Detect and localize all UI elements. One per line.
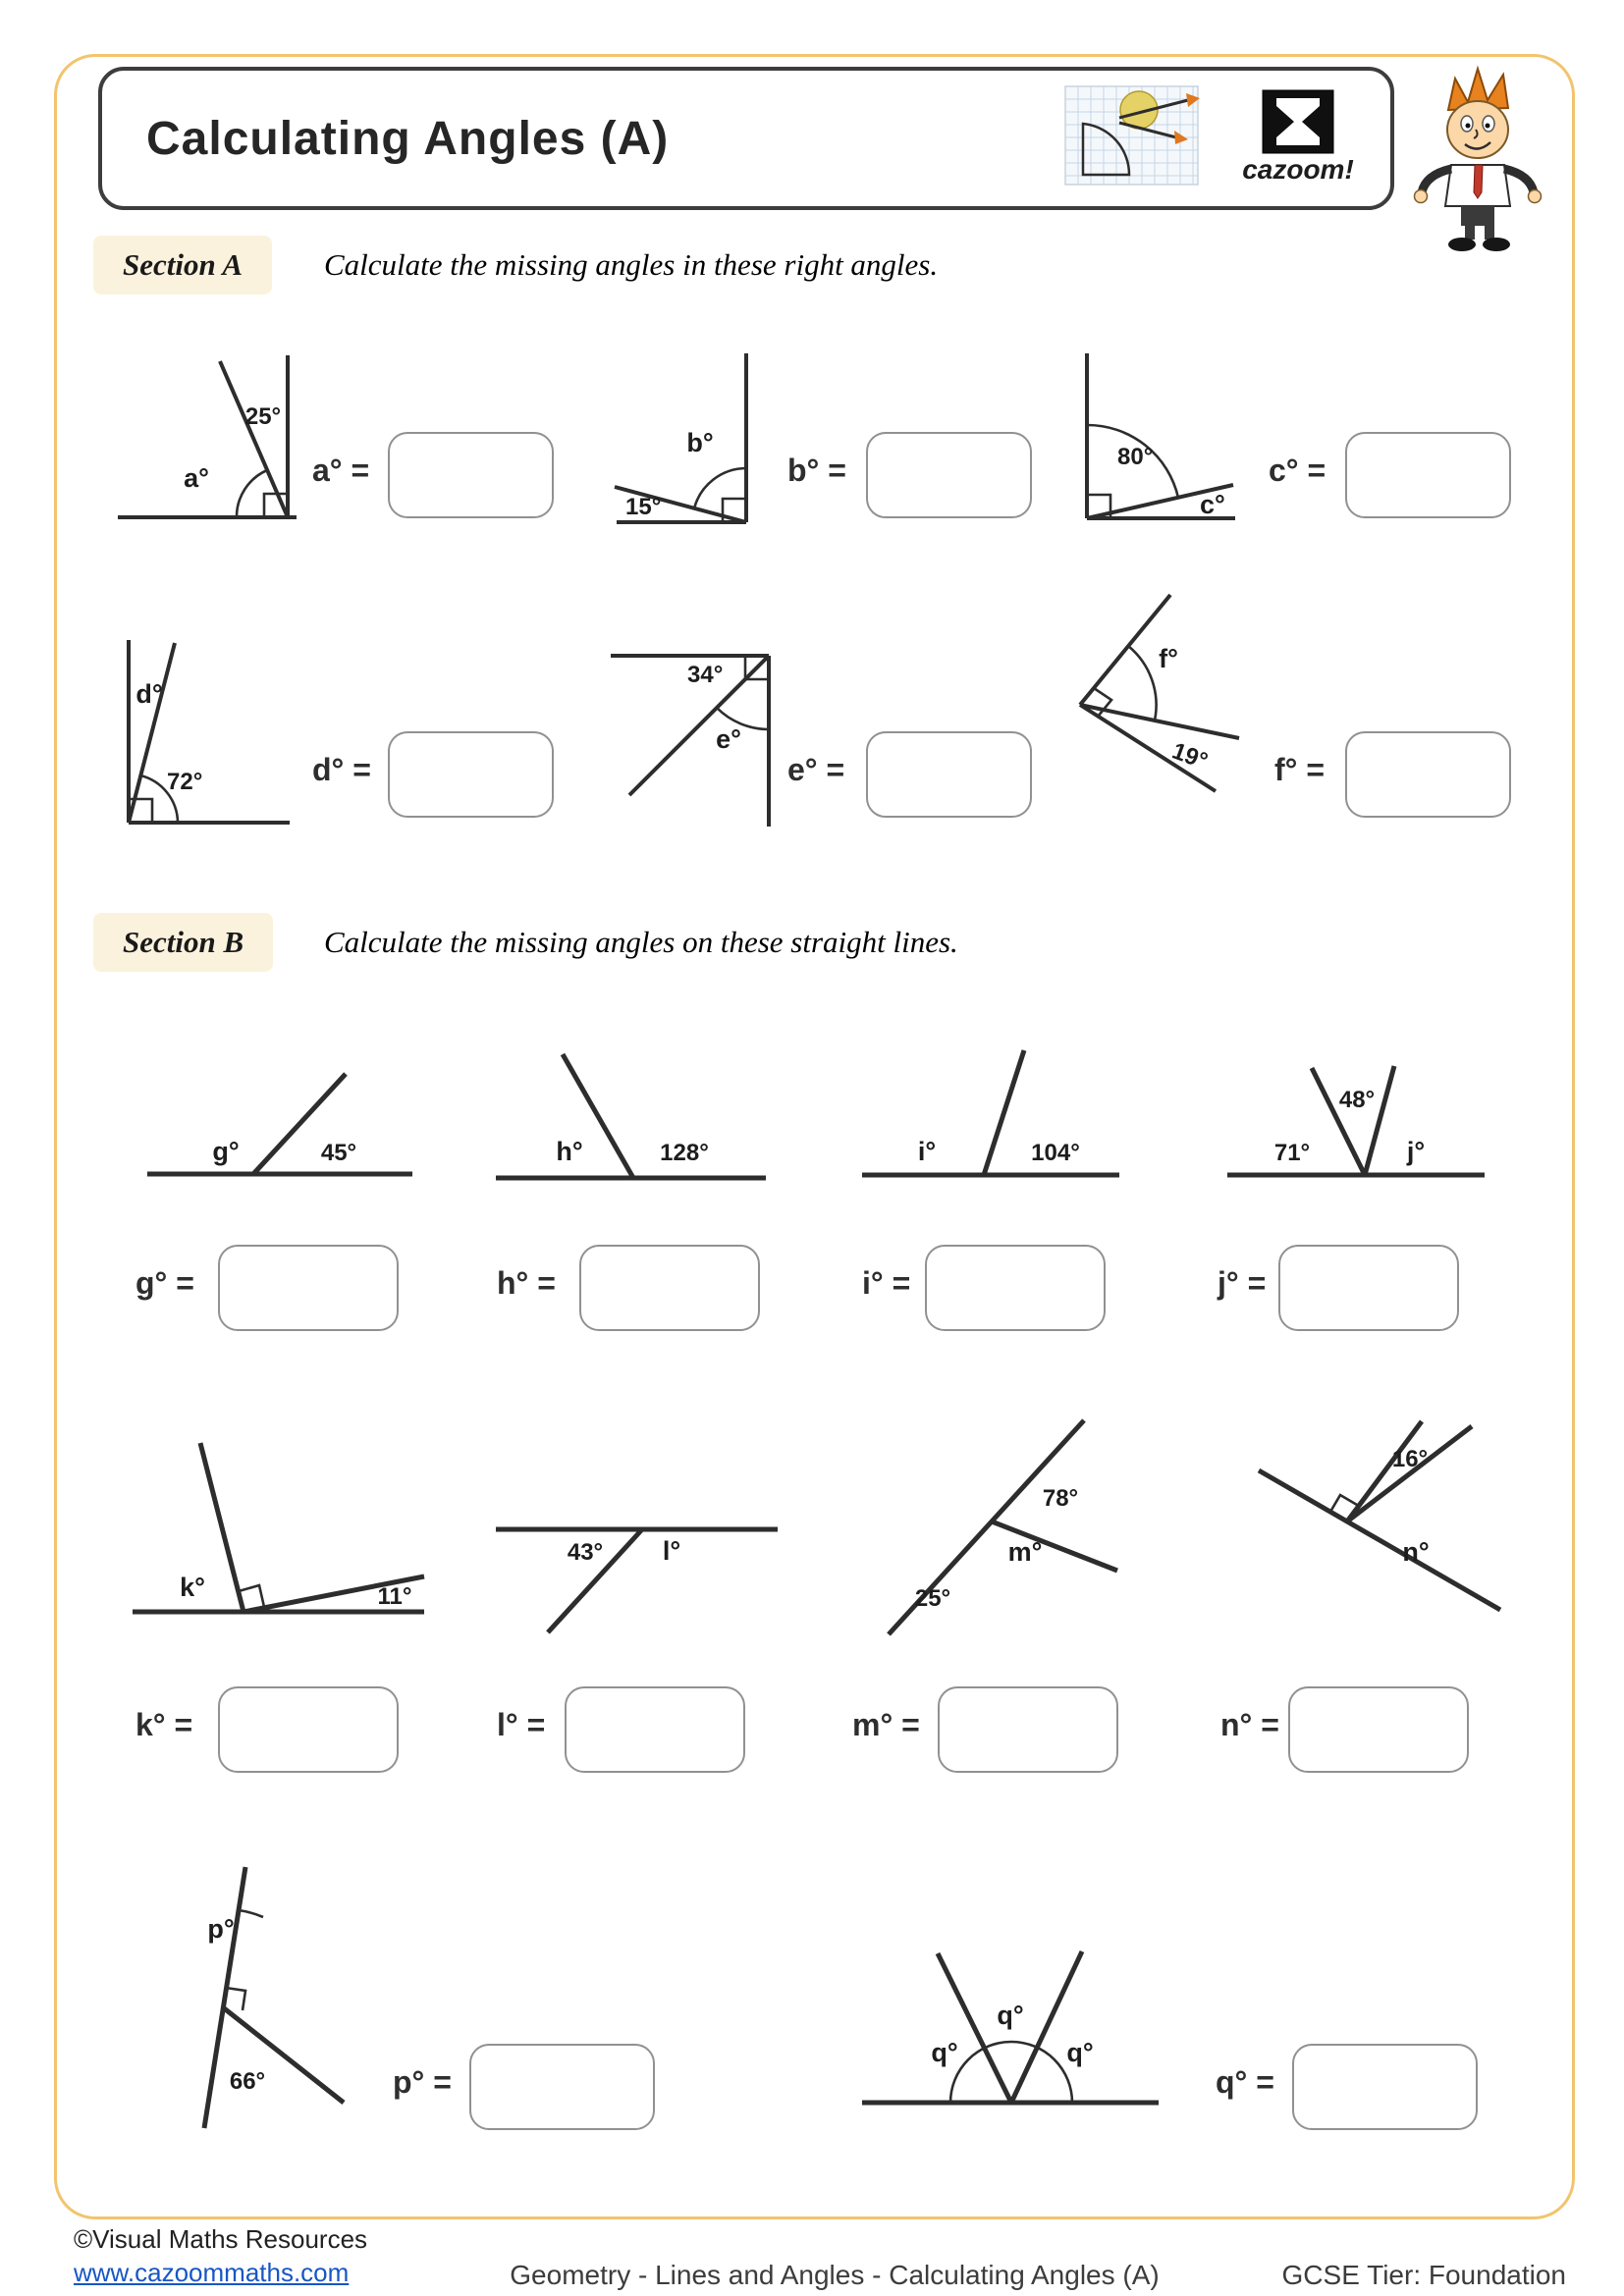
answer-box-n[interactable] <box>1288 1686 1469 1773</box>
answer-label-m: m° = <box>852 1707 920 1742</box>
given-angle-label: 25° <box>244 403 282 430</box>
given-angle-label: 78° <box>1042 1485 1079 1512</box>
answer-label-i: i° = <box>862 1265 911 1301</box>
unknown-angle-label: k° <box>180 1573 205 1602</box>
answer-label-d: d° = <box>312 752 371 787</box>
unknown-angle-label: q° <box>931 2038 958 2067</box>
section-b-instruction: Calculate the missing angles on these straight lines. <box>324 925 958 959</box>
given-angle-label: 43° <box>567 1539 604 1566</box>
answer-label-q: q° = <box>1216 2064 1274 2100</box>
answer-label-p: p° = <box>393 2064 452 2100</box>
given-angle-label: 48° <box>1338 1087 1376 1113</box>
given-angle-label: 11° <box>377 1583 412 1610</box>
page-title: Calculating Angles (A) <box>146 112 670 165</box>
answer-label-a: a° = <box>312 453 370 488</box>
answer-label-c: c° = <box>1269 453 1326 488</box>
unknown-angle-label: e° <box>716 724 741 754</box>
unknown-angle-label: q° <box>1066 2038 1094 2067</box>
unknown-angle-label: a° <box>184 463 209 493</box>
unknown-angle-label: h° <box>556 1137 583 1166</box>
answer-label-n: n° = <box>1220 1707 1279 1742</box>
section-b-label: Section B <box>93 913 273 972</box>
given-angle-label: 71° <box>1273 1140 1311 1166</box>
footer-copyright: ©Visual Maths Resources <box>74 2224 368 2254</box>
given-angle-label: 25° <box>914 1585 951 1612</box>
answer-box-a[interactable] <box>388 432 554 518</box>
given-angle-label: 72° <box>167 769 203 795</box>
answer-box-k[interactable] <box>218 1686 399 1773</box>
answer-label-j: j° = <box>1218 1265 1267 1301</box>
unknown-angle-label: m° <box>1007 1537 1043 1567</box>
answer-label-h: h° = <box>497 1265 556 1301</box>
section-a-instruction: Calculate the missing angles in these right angles. <box>324 247 939 282</box>
unknown-angle-label: q° <box>997 2001 1024 2030</box>
answer-box-h[interactable] <box>579 1245 760 1331</box>
cazoom-logo-text: cazoom! <box>1242 154 1354 185</box>
unknown-angle-label: i° <box>917 1137 937 1166</box>
unknown-angle-label: j° <box>1406 1137 1426 1166</box>
given-angle-label: 45° <box>320 1140 357 1166</box>
footer-breadcrumb: Geometry - Lines and Angles - Calculating Angles (A) <box>510 2260 1160 2290</box>
given-angle-label: 16° <box>1391 1446 1429 1472</box>
given-angle-label: 15° <box>625 494 662 520</box>
given-angle-label: 128° <box>660 1140 709 1166</box>
answer-box-e[interactable] <box>866 731 1032 818</box>
unknown-angle-label: l° <box>662 1536 681 1566</box>
footer-tier: GCSE Tier: Foundation <box>1281 2260 1566 2290</box>
answer-box-d[interactable] <box>388 731 554 818</box>
answer-box-l[interactable] <box>565 1686 745 1773</box>
answer-box-b[interactable] <box>866 432 1032 518</box>
given-angle-label: 66° <box>229 2068 266 2095</box>
unknown-angle-label: b° <box>686 428 714 457</box>
unknown-angle-label: f° <box>1159 644 1178 673</box>
answer-label-e: e° = <box>787 752 845 787</box>
footer-website-link[interactable]: www.cazoommaths.com <box>74 2258 350 2287</box>
answer-label-k: k° = <box>135 1707 193 1742</box>
answer-box-i[interactable] <box>925 1245 1106 1331</box>
unknown-angle-label: d° <box>135 679 163 709</box>
answer-label-f: f° = <box>1274 752 1326 787</box>
unknown-angle-label: c° <box>1200 490 1225 519</box>
answer-box-p[interactable] <box>469 2044 655 2130</box>
given-angle-label: 104° <box>1031 1140 1080 1166</box>
given-angle-label: 34° <box>687 662 724 688</box>
answer-box-g[interactable] <box>218 1245 399 1331</box>
page-border <box>54 54 1575 2219</box>
answer-box-m[interactable] <box>938 1686 1118 1773</box>
section-a-label: Section A <box>93 236 272 294</box>
answer-box-q[interactable] <box>1292 2044 1478 2130</box>
answer-label-g: g° = <box>135 1265 194 1301</box>
answer-label-l: l° = <box>497 1707 546 1742</box>
answer-box-f[interactable] <box>1345 731 1511 818</box>
unknown-angle-label: p° <box>207 1914 235 1944</box>
answer-label-b: b° = <box>787 453 846 488</box>
answer-box-c[interactable] <box>1345 432 1511 518</box>
given-angle-label: 80° <box>1117 444 1154 470</box>
header-box <box>98 67 1394 210</box>
unknown-angle-label: n° <box>1402 1537 1430 1567</box>
unknown-angle-label: g° <box>212 1137 240 1166</box>
answer-box-j[interactable] <box>1278 1245 1459 1331</box>
given-angle-label: 19° <box>1168 737 1212 775</box>
